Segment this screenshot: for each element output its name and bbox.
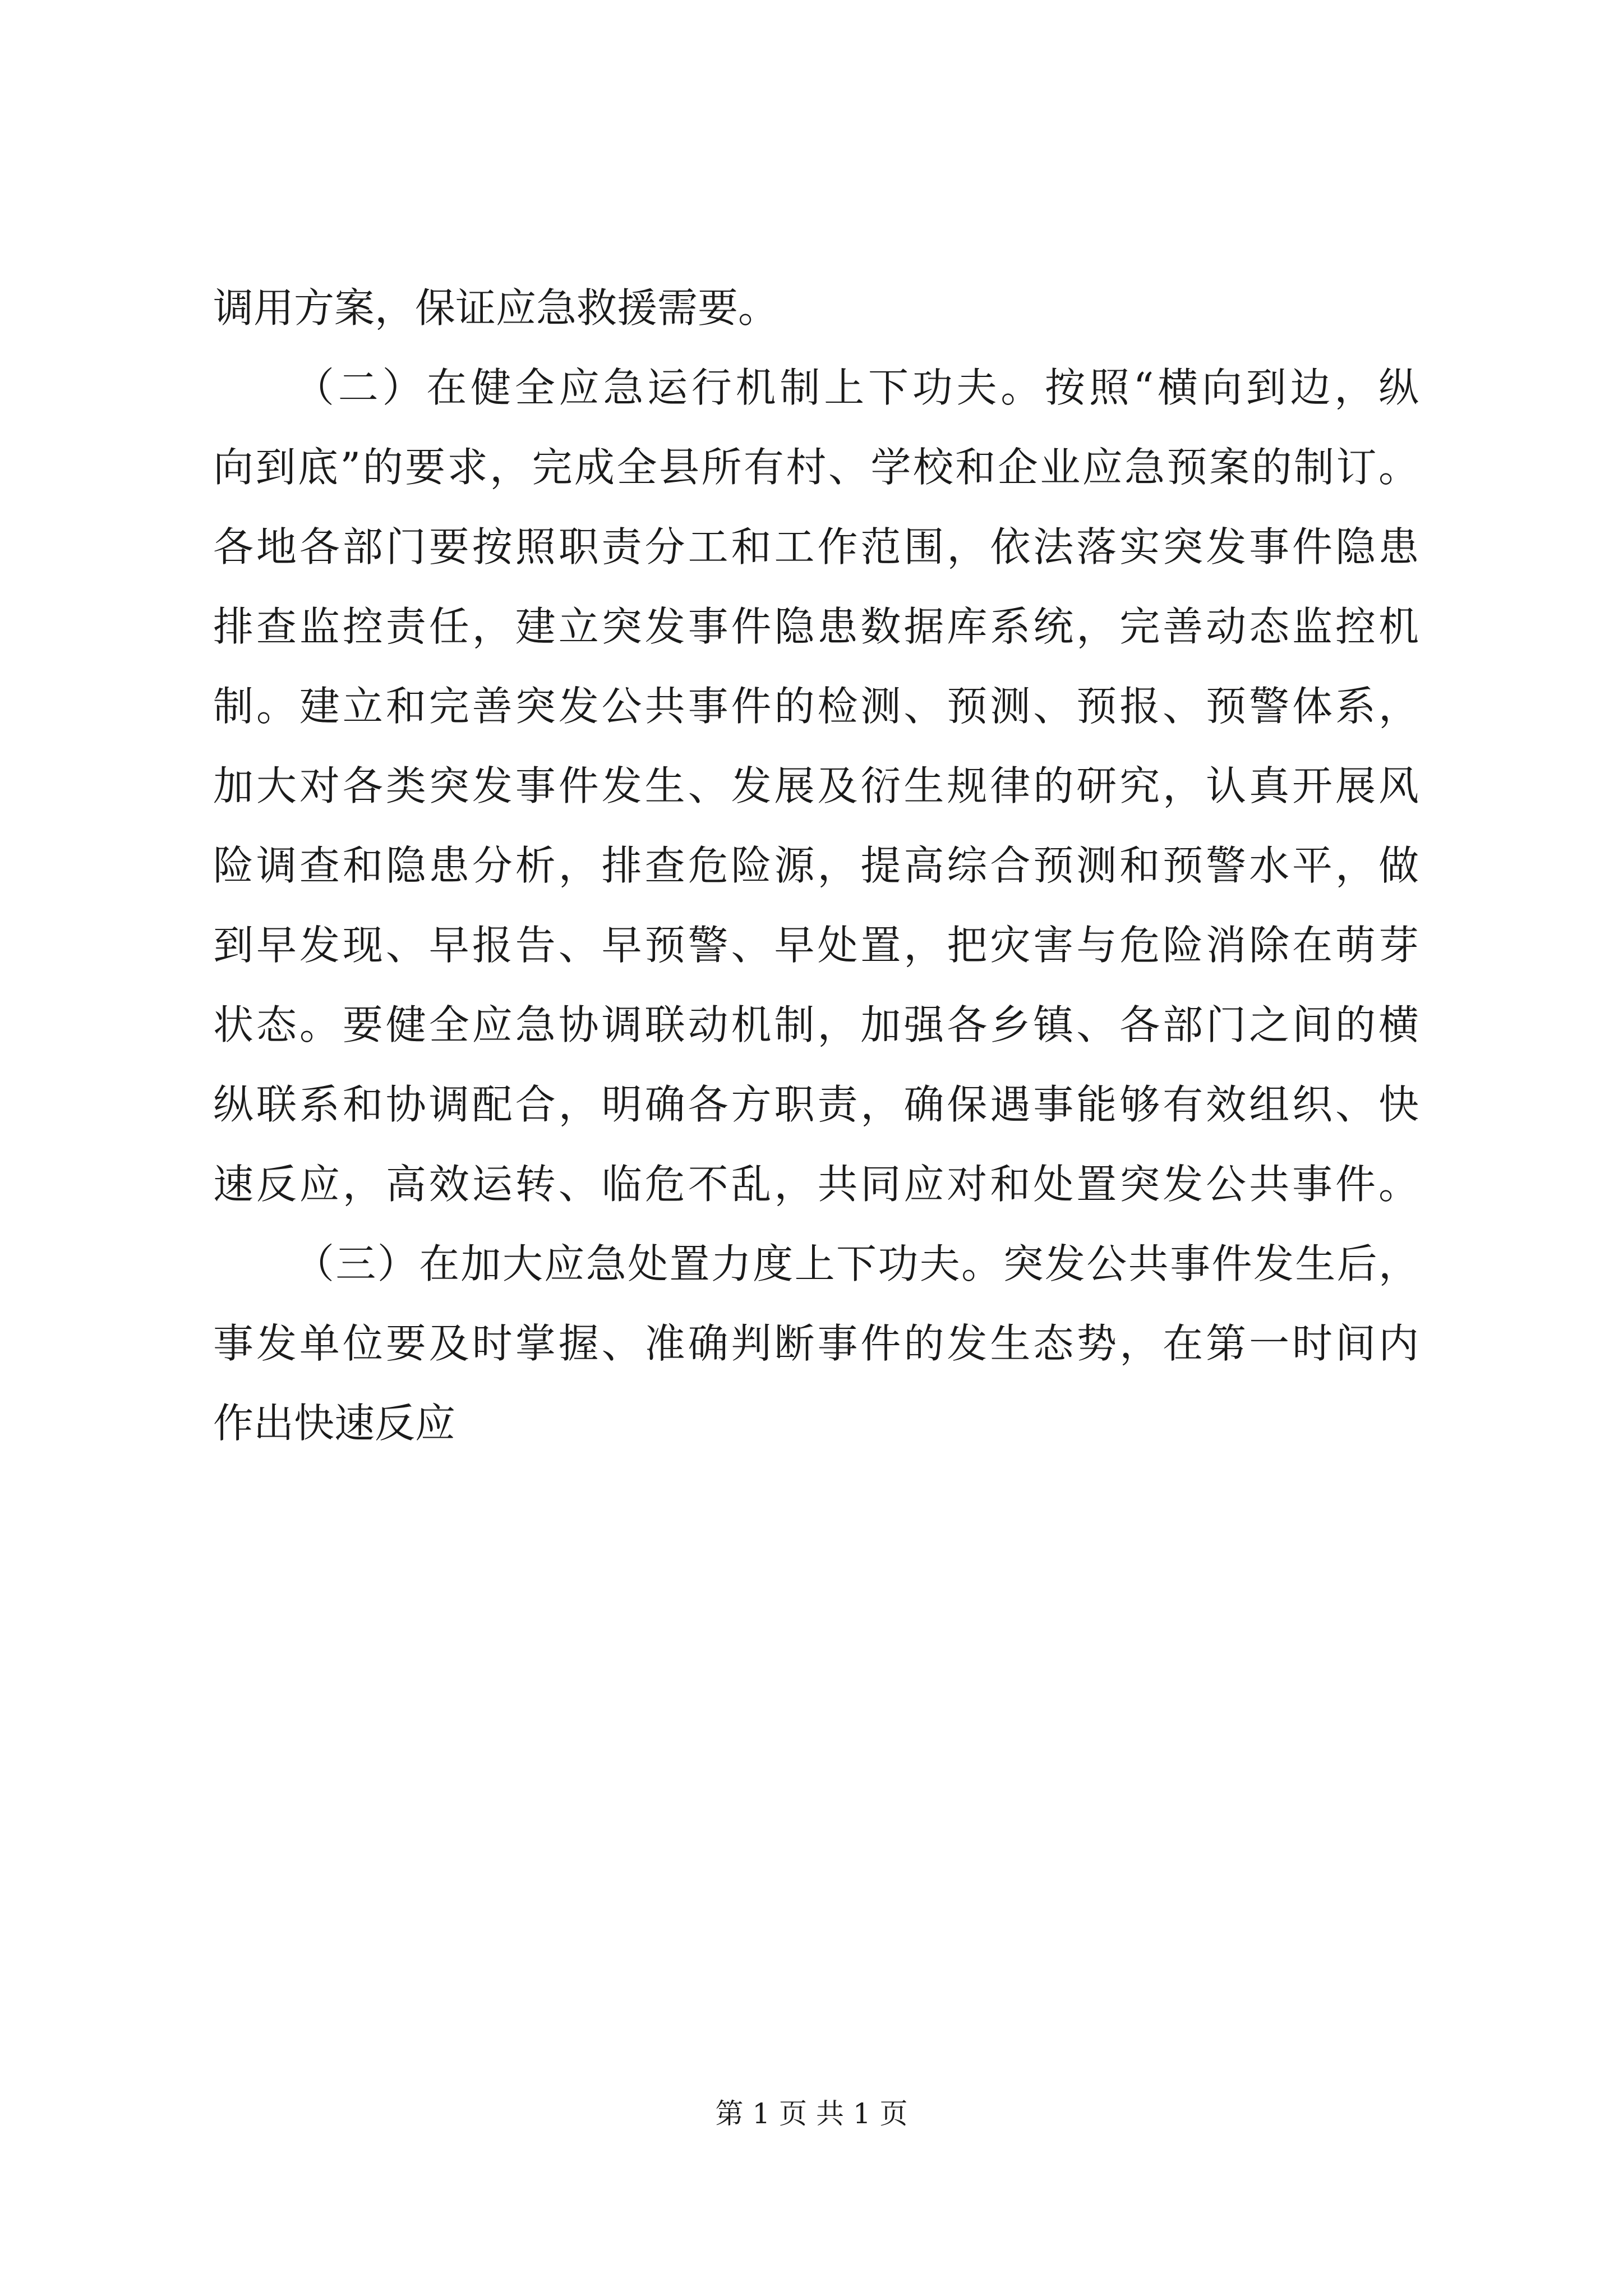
text-line: （三）在加大应急处置力度上下功夫。突发公共事件发生后， xyxy=(294,1240,1419,1287)
text-line: 到早发现、早报告、早预警、早处置，把灾害与危险消除在萌芽 xyxy=(213,922,1419,969)
text-line: 速反应，高效运转、临危不乱，共同应对和处置突发公共事件。 xyxy=(213,1161,1419,1208)
text-line: 作出快速反应 xyxy=(213,1400,456,1447)
body-text xyxy=(213,268,1419,1463)
text-line: 调用方案，保证应急救援需要。 xyxy=(213,284,779,332)
text-line: （二）在健全应急运行机制上下功夫。按照“横向到边，纵 xyxy=(294,364,1419,411)
text-line: 险调查和隐患分析，排查危险源，提高综合预测和预警水平，做 xyxy=(213,842,1419,889)
text-line: 事发单位要及时掌握、准确判断事件的发生态势，在第一时间内 xyxy=(213,1320,1419,1367)
text-line: 各地各部门要按照职责分工和工作范围，依法落实突发事件隐患 xyxy=(213,523,1419,570)
text-line: 纵联系和协调配合，明确各方职责，确保遇事能够有效组织、快 xyxy=(213,1081,1419,1128)
text-line: 制。建立和完善突发公共事件的检测、预测、预报、预警体系， xyxy=(213,683,1419,730)
page-number-footer: 第 1 页 共 1 页 xyxy=(715,2097,908,2130)
text-line: 加大对各类突发事件发生、发展及衍生规律的研究，认真开展风 xyxy=(213,762,1419,809)
text-line: 状态。要健全应急协调联动机制，加强各乡镇、各部门之间的横 xyxy=(213,1001,1419,1048)
text-line: 向到底”的要求，完成全县所有村、学校和企业应急预案的制订。 xyxy=(213,444,1419,491)
text-line: 排查监控责任，建立突发事件隐患数据库系统，完善动态监控机 xyxy=(213,603,1419,650)
